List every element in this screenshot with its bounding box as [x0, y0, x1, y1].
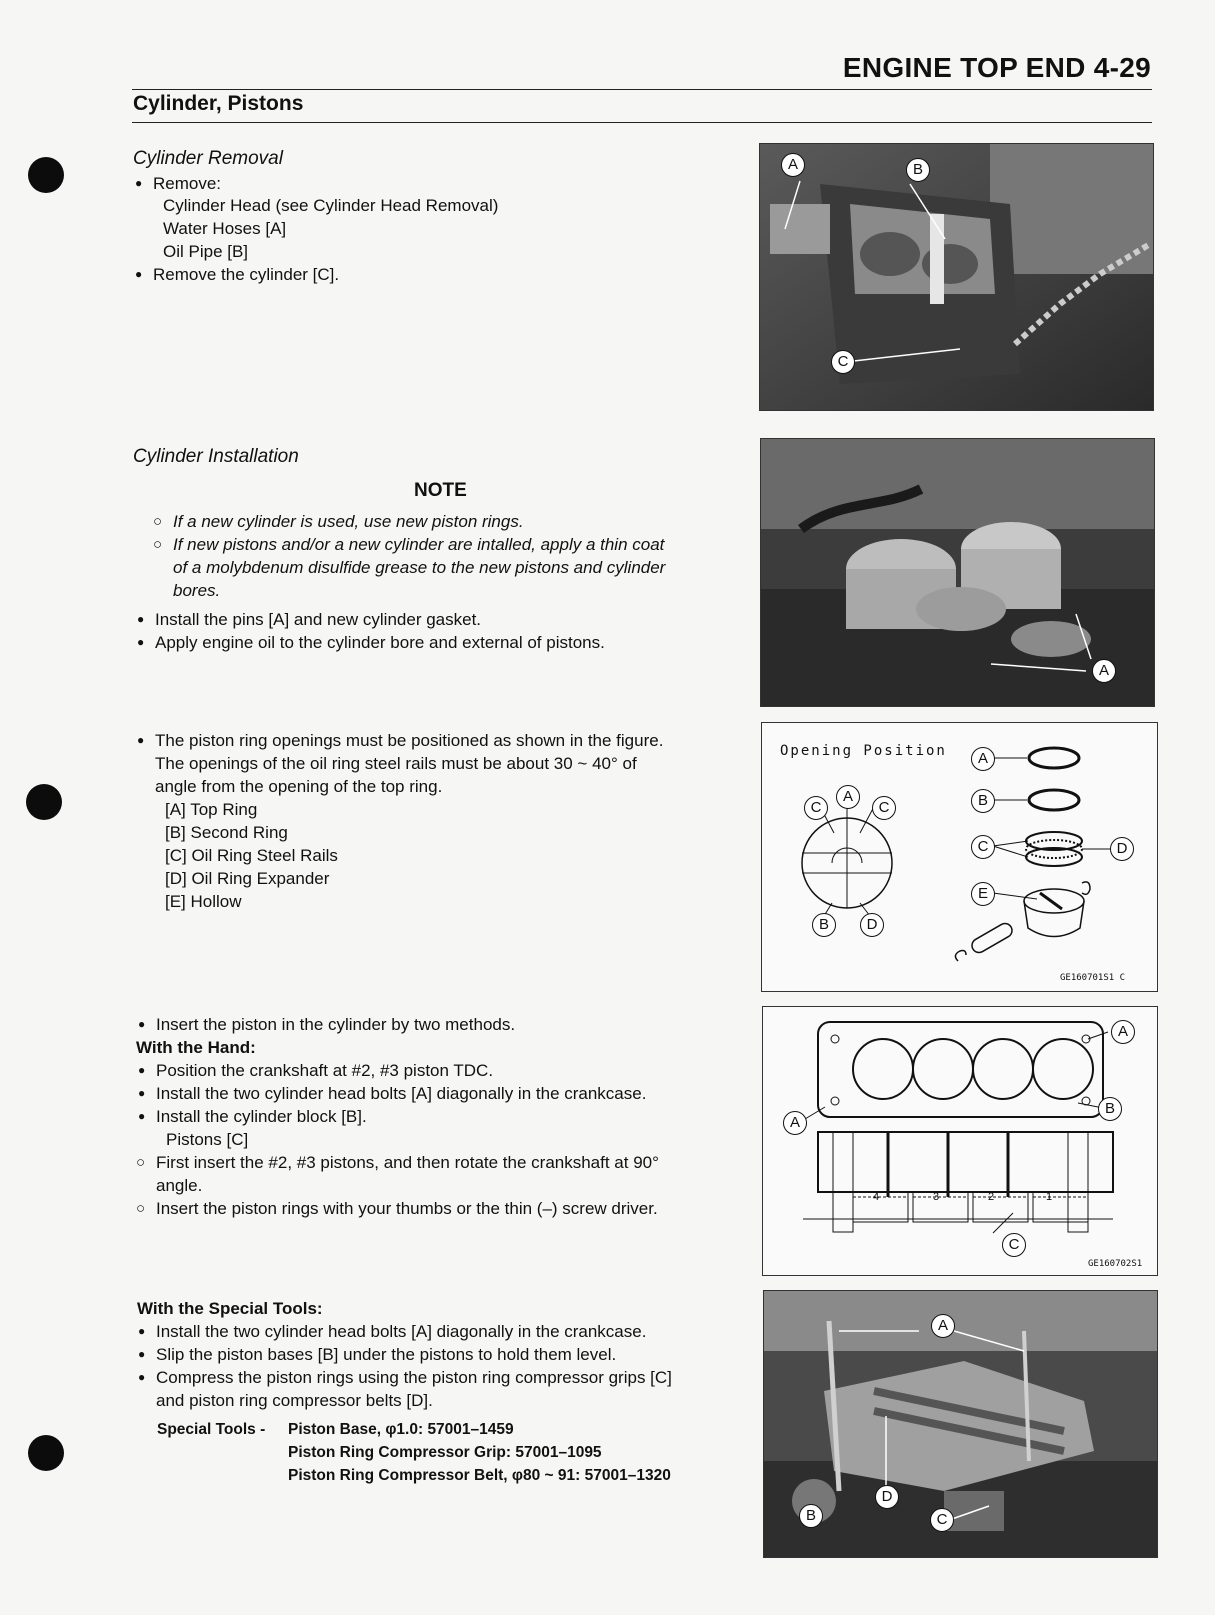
removal-last-step: ● Remove the cylinder [C]. — [153, 263, 339, 286]
note-item: ○ If a new cylinder is used, use new piston rings. — [173, 510, 524, 533]
section-rule — [132, 122, 1152, 123]
tools-step: ● Slip the piston bases [B] under the pistons to hold them level. — [156, 1343, 616, 1366]
cylinder-number: 3 — [933, 1191, 940, 1203]
note-item-cont: of a molybdenum disulfide grease to the new pistons and cylinder — [173, 558, 666, 577]
callout-b: B — [799, 1504, 823, 1528]
cylinder-removal-photo — [759, 143, 1154, 411]
pistons-photo — [760, 438, 1155, 707]
binder-hole — [28, 1435, 64, 1471]
section-title: Cylinder, Pistons — [133, 92, 304, 115]
callout-b: B — [906, 158, 930, 182]
removal-remove: ● Remove: — [153, 172, 221, 195]
figure-id: GE160702S1 — [1088, 1259, 1143, 1269]
removal-heading: Cylinder Removal — [133, 148, 283, 169]
binder-hole — [26, 784, 62, 820]
note-item: ○ If new pistons and/or a new cylinder are intalled, apply a thin coat — [173, 533, 664, 556]
insert-intro: ● Insert the piston in the cylinder by two methods. — [156, 1013, 515, 1036]
figure-id: GE160701S1 C — [1060, 973, 1126, 983]
callout-c: C — [872, 796, 896, 820]
note-label: NOTE — [414, 480, 467, 501]
callout-c: C — [930, 1508, 954, 1532]
hand-substep-cont: angle. — [156, 1176, 203, 1195]
callout-b: B — [971, 789, 995, 813]
rings-legend-item: [E] Hollow — [165, 892, 242, 911]
callout-b: B — [812, 913, 836, 937]
callout-c: C — [1002, 1233, 1026, 1257]
hand-step: ● Install the cylinder block [B]. — [156, 1105, 367, 1128]
hand-step: ● Position the crankshaft at #2, #3 piston TDC. — [156, 1059, 493, 1082]
rings-text-cont: The openings of the oil ring steel rails must be about 30 ~ 40° of — [155, 754, 637, 773]
binder-hole — [28, 157, 64, 193]
removal-item: Oil Pipe [B] — [163, 242, 249, 261]
rings-legend-item: [A] Top Ring — [165, 800, 258, 819]
removal-item: Cylinder Head (see Cylinder Head Removal) — [163, 196, 499, 215]
ring-opening-diagram — [761, 722, 1158, 992]
callout-a: A — [1092, 659, 1116, 683]
callout-e: E — [971, 882, 995, 906]
page-header-title: ENGINE TOP END 4-29 — [842, 52, 1151, 83]
special-tool-item: Piston Ring Compressor Belt, φ80 ~ 91: 57001–1320 — [288, 1467, 671, 1484]
callout-b: B — [1098, 1097, 1122, 1121]
cylinder-block-diagram — [762, 1006, 1158, 1276]
tools-step: ● Compress the piston rings using the piston ring compressor grips [C] — [156, 1366, 672, 1389]
note-item-cont: bores. — [173, 581, 221, 600]
removal-item: Water Hoses [A] — [163, 219, 287, 238]
callout-d: D — [860, 913, 884, 937]
cylinder-number: 2 — [988, 1191, 995, 1203]
callout-c: C — [971, 835, 995, 859]
installation-heading: Cylinder Installation — [133, 446, 299, 467]
rings-text-cont: angle from the opening of the top ring. — [155, 777, 443, 796]
opening-position-title: Opening Position — [780, 743, 947, 759]
callout-c: C — [804, 796, 828, 820]
callout-c: C — [831, 350, 855, 374]
rings-legend-item: [B] Second Ring — [165, 823, 288, 842]
pistons-label: Pistons [C] — [166, 1130, 249, 1149]
callout-d: D — [1110, 837, 1134, 861]
cylinder-number: 1 — [1046, 1191, 1053, 1203]
callout-a: A — [781, 153, 805, 177]
callout-a: A — [931, 1314, 955, 1338]
rings-legend-item: [D] Oil Ring Expander — [165, 869, 330, 888]
special-tool-item: Piston Ring Compressor Grip: 57001–1095 — [288, 1444, 602, 1461]
special-tools-label: Special Tools - — [157, 1421, 266, 1438]
hand-label: With the Hand: — [136, 1038, 256, 1057]
special-tool-item: Piston Base, φ1.0: 57001–1459 — [288, 1421, 514, 1438]
tools-label: With the Special Tools: — [137, 1299, 323, 1318]
cylinder-number: 4 — [873, 1191, 880, 1203]
callout-a: A — [836, 785, 860, 809]
installation-step: ● Install the pins [A] and new cylinder gasket. — [155, 608, 481, 631]
header-rule — [132, 89, 1152, 90]
tools-step: ● Install the two cylinder head bolts [A] diagonally in the crankcase. — [156, 1320, 646, 1343]
rings-legend-item: [C] Oil Ring Steel Rails — [165, 846, 338, 865]
installation-step: ● Apply engine oil to the cylinder bore and external of pistons. — [155, 631, 605, 654]
callout-a: A — [783, 1111, 807, 1135]
hand-step: ● Install the two cylinder head bolts [A] diagonally in the crankcase. — [156, 1082, 646, 1105]
callout-a: A — [1111, 1020, 1135, 1044]
rings-text: ● The piston ring openings must be positioned as shown in the figure. — [155, 729, 663, 752]
hand-substep: ○ Insert the piston rings with your thumbs or the thin (–) screw driver. — [156, 1197, 658, 1220]
tools-step-cont: and piston ring compressor belts [D]. — [156, 1391, 433, 1410]
callout-d: D — [875, 1485, 899, 1509]
hand-substep: ○ First insert the #2, #3 pistons, and then rotate the crankshaft at 90° — [156, 1151, 659, 1174]
callout-a: A — [971, 747, 995, 771]
special-tools-photo — [763, 1290, 1158, 1558]
